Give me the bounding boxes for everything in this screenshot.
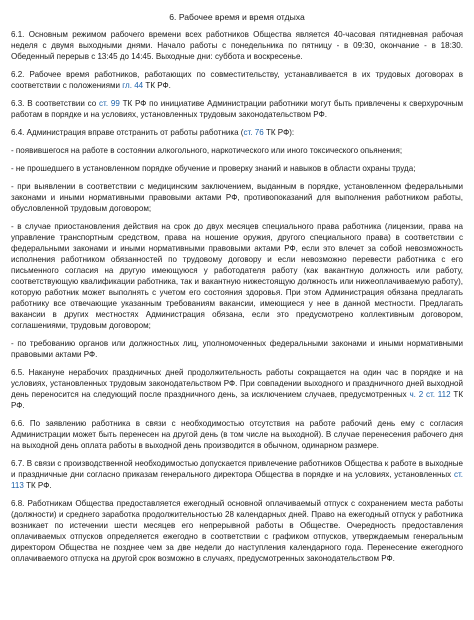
- paragraph-text: ТК РФ.: [143, 81, 171, 90]
- paragraph-text: - не прошедшего в установленном порядке обучение и проверку знаний и навыков в области охраны труда;: [11, 164, 416, 173]
- paragraph-text: ТК РФ по инициативе Администрации работники могут быть привлечены к сверхурочным работам в порядке и на условиях, установленных трудовым законодательством РФ.: [11, 99, 463, 119]
- paragraph-text: - при выявлении в соответствии с медицинским заключением, выданным в порядке, установленном федеральными законами и иными нормативными правовыми актами РФ, противопоказаний для выполнения работником работы, обусловленной трудовым договором;: [11, 182, 463, 213]
- paragraph: [11, 98, 463, 120]
- paragraph: [11, 221, 463, 331]
- paragraph-text: 6.8. Работникам Общества предоставляется ежегодный основной оплачиваемый отпуск с сохранением места работы (должности) и среднего заработка продолжительностью 28 календарных дней. Право на ежегодный отпуск у работника возникает по истечении шести месяцев его непрерывной работы в Обществе. Очередность предоставления оплачиваемых отпусков определяется ежегодно в соответствии с графиком отпусков, утверждаемым генеральным директором Общества не позднее чем за две недели до наступления календарного года. Перенесение ежегодного оплачиваемого отпуска на другой срок возможно в случаях, предусмотренных законодательством РФ.: [11, 499, 463, 563]
- paragraph-text: 6.7. В связи с производственной необходимостью допускается привлечение работников Общества к работе в выходные и праздничные дни согласно приказам генерального директора Общества в порядке и на условиях, установленных: [11, 459, 463, 479]
- paragraph-text: ТК РФ):: [263, 128, 295, 137]
- paragraph-text: 6.3. В соответствии со: [11, 99, 100, 108]
- law-reference-link[interactable]: ст. 113: [11, 470, 463, 490]
- law-reference-link[interactable]: ст. 76: [243, 128, 264, 137]
- paragraph-text: - по требованию органов или должностных лиц, уполномоченных федеральными законами и иными нормативными правовыми актами РФ.: [11, 339, 463, 359]
- paragraph: [11, 145, 463, 156]
- paragraph: [11, 367, 463, 411]
- paragraph-text: 6.5. Накануне нерабочих праздничных дней продолжительность работы сокращается на один час в порядке и на условиях, установленных трудовым законодательством РФ. При совпадении выходного и праздничного дней выходной день переносится на следующий после праздничного день, за исключением случаев, предусмотренных: [11, 368, 463, 399]
- paragraph: [11, 181, 463, 214]
- paragraph-text: ТК РФ.: [11, 390, 464, 410]
- paragraph: [11, 418, 463, 451]
- paragraph: [11, 498, 463, 564]
- paragraph-text: 6.1. Основным режимом рабочего времени всех работников Общества является 40-часовая пятидневная рабочая неделя с двумя выходными днями. Начало работы с понедельника по пятницу - в 09:30, окончание - в 18:30. Обеденный перерыв с 13:45 до 14:45. Выходные дни: суббота и воскресенье.: [11, 30, 463, 61]
- paragraph-text: - появившегося на работе в состоянии алкогольного, наркотического или иного токсического опьянения;: [11, 146, 403, 155]
- paragraph-text: 6.4. Администрация вправе отстранить от работы работника (: [11, 128, 244, 137]
- paragraph-text: ТК РФ.: [23, 481, 52, 490]
- paragraph-text: - в случае приостановления действия на срок до двух месяцев специального права работника (лицензии, права на управление транспортным средством, права на ношение оружия, другого специального права) в соответствии с федеральными законами и иными нормативными правовыми актами РФ, если это влечет за собой невозможность исполнения работником обязанностей по трудовому договору и если невозможно перевести работника с его письменного согласия на другую имеющуюся у работодателя работу (как вакантную должность или работу, соответствующую квалификации работника, так и вакантную нижестоящую должность или нижеоплачиваемую работу), которую работник может выполнять с учетом его состояния здоровья. При этом Администрация обязана предлагать работнику все отвечающие указанным требованиям вакансии, имеющиеся у нее в данной местности. Предлагать вакансии в других местностях Администрация обязана, если это предусмотрено коллективным договором, соглашениями, трудовым договором;: [11, 222, 463, 330]
- law-reference-link[interactable]: гл. 44: [122, 81, 144, 90]
- paragraph-text: 6.6. По заявлению работника в связи с необходимостью отсутствия на работе рабочий день ему с согласия Администрации может быть перенесен на другой день (в том числе на выходной). В случае перенесения рабочего дня на выходной день оплата работы в выходной день производится в обычном, одинарном размере.: [11, 419, 463, 450]
- paragraph: [11, 69, 463, 91]
- paragraph: [11, 458, 463, 491]
- section-title: 6. Рабочее время и время отдыха: [169, 12, 305, 22]
- law-reference-link[interactable]: ст. 99: [99, 99, 120, 108]
- paragraph: [11, 338, 463, 360]
- paragraph-text: 6.2. Рабочее время работников, работающих по совместительству, устанавливается в их трудовых договорах в соответствии с положениями: [11, 70, 463, 90]
- document-body: [11, 29, 463, 564]
- law-reference-link[interactable]: ч. 2 ст. 112: [409, 390, 451, 399]
- paragraph: [11, 29, 463, 62]
- paragraph: [11, 127, 463, 138]
- paragraph: [11, 163, 463, 174]
